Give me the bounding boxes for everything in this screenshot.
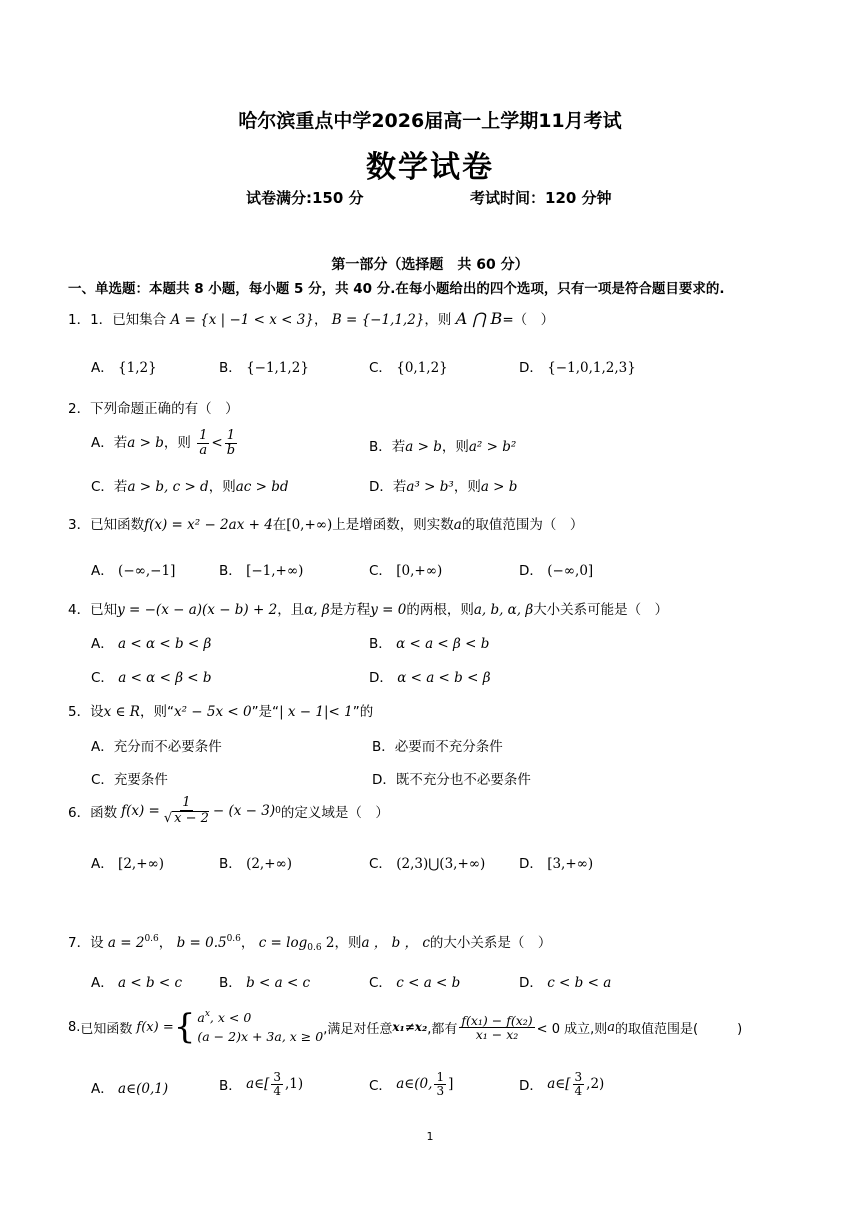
q2-option-b: B．若a > b，则a² > b² [369,439,517,455]
q7-option-d: D． c < b < a [519,975,612,991]
q1-option-d: D． {−1,0,1,2,3} [519,360,636,376]
q2-option-a: A．若a > b，则 $\frac{1}{a}$ < $\frac{1}{b}$ [91,428,236,458]
q6-option-a: A． [2,+∞) [91,856,165,872]
q4-option-d: D． α < a < b < β [369,670,491,686]
q1-option-c: C． {0,1,2} [369,360,448,376]
q5-option-d: D．既不充分也不必要条件 [372,772,531,788]
piecewise-brace: { $a^x$, x < 0 (a − 2)x + 3a, x ≥ 0 [173,1007,324,1048]
q3-option-b: B． [−1,+∞) [219,563,304,579]
set-a-definition: A = {x | −1 < x < 3} [170,312,314,328]
q6-option-d: D． [3,+∞) [519,856,594,872]
intersection-expression: A ⋂ B [455,309,503,328]
q1-option-b: B． {−1,1,2} [219,360,309,376]
question-8: 8. 已知函数 f(x) = { $a^x$, x < 0 (a − 2)x + 3a, x ≥ 0 ,满足对任意 x₁≠x₂ ,都有 $\frac{\text{f(x₁) − f(x₂)}}{\text{x₁ − x₂}}$ < 0 成立,则 a 的取值范围是( ) [68,1007,743,1048]
q4-option-c: C． a < α < β < b [91,670,212,686]
q2-option-d: D．若a³ > b³，则a > b [369,479,518,495]
q8-option-a: A． a∈(0,1) [91,1081,169,1097]
question-number: 1．1． [68,312,113,328]
q8-option-b: B． a∈[ $\frac{3}{4}$ ,1) [219,1070,304,1098]
q3-option-a: A． (−∞,−1] [91,563,176,579]
q3-option-d: D． (−∞,0] [519,563,594,579]
subject-title: 数学试卷 [366,150,494,185]
question-6: 6． 函数 f(x) = $\frac{1}{√ x - 2}$ − (x − 3) 0 的定义域是（ ） [68,795,389,826]
exam-title: 哈尔滨重点中学2026届高一上学期11月考试 [238,110,622,132]
q8-option-c: C． a∈(0, $\frac{1}{3}$ ] [369,1070,454,1098]
q5-option-c: C．充要条件 [91,772,168,788]
q4-option-a: A． a < α < b < β [91,636,212,652]
q1-option-a: A． {1,2} [91,360,157,376]
full-score: 试卷满分:150 分 [246,189,364,207]
q8-option-d: D． a∈[ $\frac{3}{4}$ ,2) [519,1070,605,1098]
q7-option-c: C． c < a < b [369,975,461,991]
question-3: 3．已知函数f(x) = x² − 2ax + 4在[0,+∞)上是增函数，则实数a的取值范围为（ ） [68,517,584,533]
q7-option-b: B． b < a < c [219,975,311,991]
q6-option-c: C． (2,3)⋃(3,+∞) [369,856,486,872]
section-instruction: 一、单选题：本题共 8 小题，每小题 5 分，共 40 分.在每小题给出的四个选项，只有一项是符合题目要求的. [68,281,725,297]
q4-option-b: B． α < a < β < b [369,636,490,652]
exam-time: 考试时间：120 分钟 [470,189,612,207]
question-4: 4．已知y = −(x − a)(x − b) + 2，且α, β是方程y = 0的两根，则a, b, α, β大小关系可能是（ ） [68,602,669,618]
section-title: 第一部分（选择题 共 60 分） [331,257,529,273]
question-2: 2．下列命题正确的有（ ） [68,401,239,417]
q5-option-a: A．充分而不必要条件 [91,739,222,755]
q2-option-c: C．若a > b, c > d，则ac > bd [91,479,289,495]
q6-option-b: B． (2,+∞) [219,856,293,872]
question-1: 1．1．已知集合 A = {x | −1 < x < 3}， B = {−1,1,2}，则 A ⋂ B=（ ） [68,309,555,328]
q5-option-b: B．必要而不充分条件 [372,739,503,755]
question-5: 5．设x ∈ R，则“x² − 5x < 0”是“| x − 1|< 1”的 [68,704,374,720]
page-number: 1 [426,1130,434,1143]
q7-option-a: A． a < b < c [91,975,183,991]
set-b-definition: B = {−1,1,2} [331,312,425,328]
question-7: 7．设 $a = 2^{0.6}$， $b = 0.5^{0.6}$， $c = \log_{0.6} 2$，则a ， b ， c的大小关系是（ ） [68,934,552,953]
q3-option-c: C． [0,+∞) [369,563,443,579]
